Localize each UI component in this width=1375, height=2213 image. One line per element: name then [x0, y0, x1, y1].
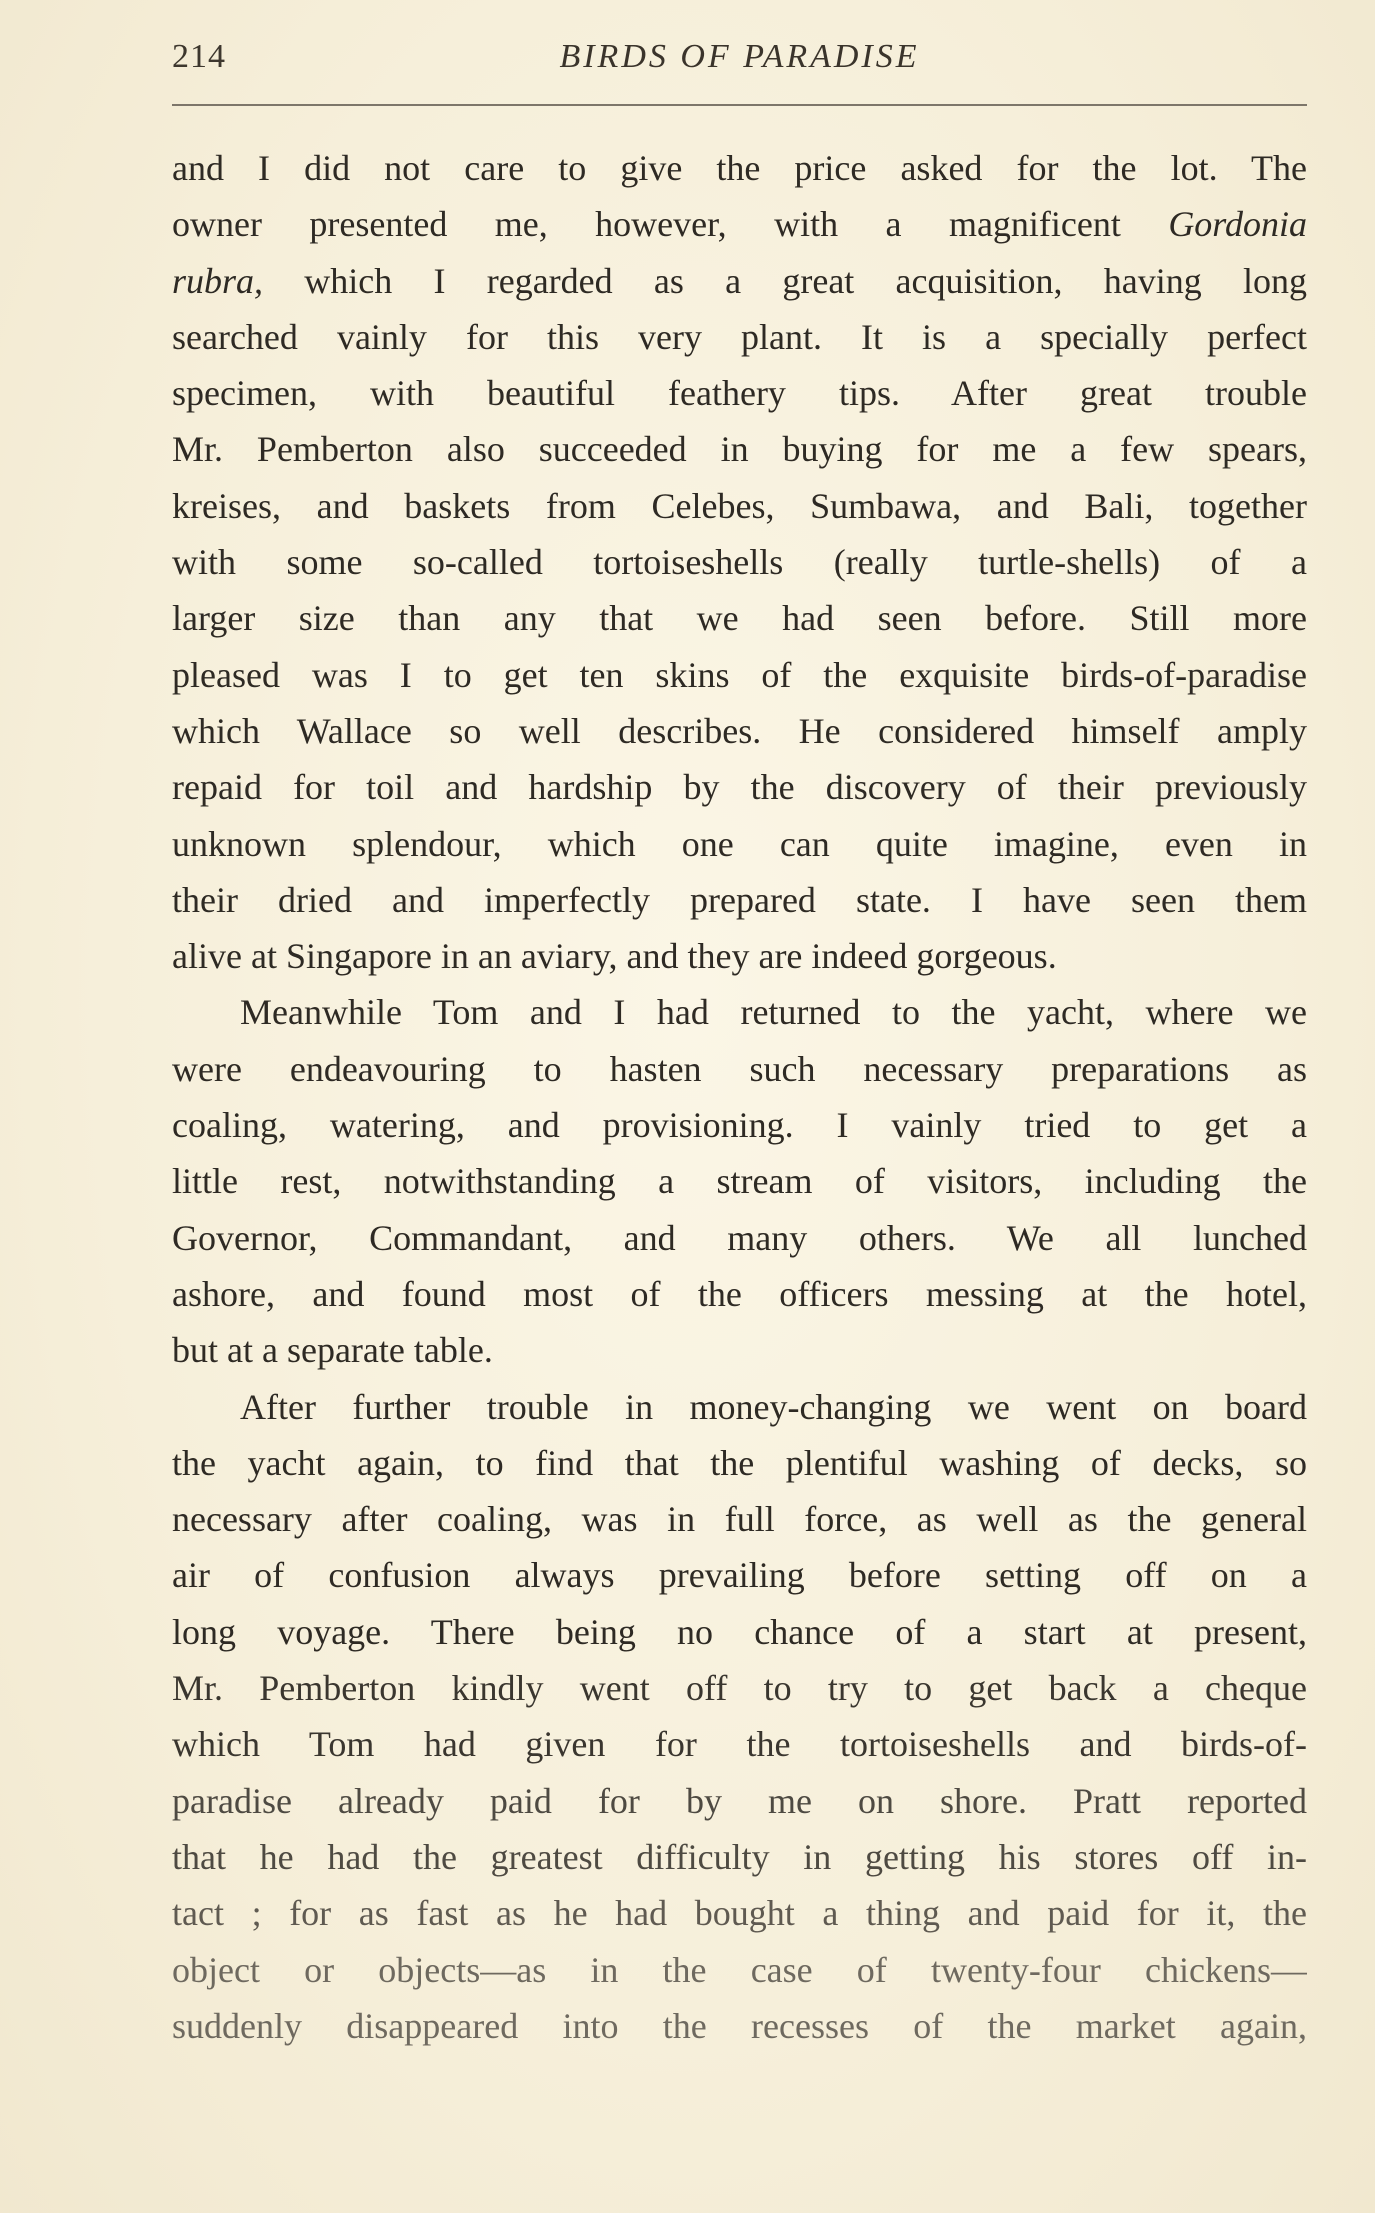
text-line: were endeavouring to hasten such necessary preparations as — [172, 1048, 1307, 1089]
text-line: pleased was I to get ten skins of the exquisite birds-of-paradise — [172, 654, 1307, 695]
text-line: and I did not care to give the price asked for the lot. The — [172, 148, 1307, 188]
text-line: Mr. Pemberton kindly went off to try to get back a cheque — [172, 1668, 1307, 1709]
paragraph-start-line: Meanwhile Tom and I had returned to the yacht, where we — [240, 992, 1307, 1033]
text-line: alive at Singapore in an aviary, and they are indeed gorgeous. — [172, 936, 1057, 977]
text-line: larger size than any that we had seen before. Still more — [172, 598, 1307, 639]
text-fragment: owner presented me, however, with a magnificent — [172, 204, 1169, 245]
paragraph-start-line: After further trouble in money-changing we went on board — [240, 1386, 1307, 1427]
text-fragment: which I regarded as a great acquisition, having long — [263, 260, 1307, 301]
text-line: coaling, watering, and provisioning. I vainly tried to get a — [172, 1105, 1307, 1146]
text-line — [172, 196, 1307, 252]
text-line: with some so-called tortoiseshells (really turtle-shells) of a — [172, 542, 1307, 583]
text-line: object or objects—as in the case of twenty-four chickens— — [172, 1949, 1307, 1990]
text-line: ashore, and found most of the officers messing at the hotel, — [172, 1273, 1307, 1314]
running-title: BIRDS OF PARADISE — [559, 38, 920, 75]
text-line: that he had the greatest difficulty in getting his stores off in- — [172, 1836, 1307, 1877]
text-line: suddenly disappeared into the recesses of the market again, — [172, 2005, 1307, 2046]
body-text — [172, 140, 1307, 2054]
text-line: paradise already paid for by me on shore. Pratt reported — [172, 1780, 1307, 1821]
text-line: specimen, with beautiful feathery tips. After great trouble — [172, 373, 1307, 414]
text-line: air of confusion always prevailing before setting off on a — [172, 1555, 1307, 1596]
text-line: necessary after coaling, was in full force, as well as the general — [172, 1499, 1307, 1540]
text-line: which Wallace so well describes. He considered himself amply — [172, 710, 1307, 751]
text-line: Mr. Pemberton also succeeded in buying for me a few spears, — [172, 429, 1307, 470]
text-line: the yacht again, to find that the plentiful washing of decks, so — [172, 1442, 1307, 1483]
text-line: Governor, Commandant, and many others. We all lunched — [172, 1217, 1307, 1258]
text-line: which Tom had given for the tortoiseshells and birds-of- — [172, 1724, 1307, 1765]
text-line: kreises, and baskets from Celebes, Sumbawa, and Bali, together — [172, 485, 1307, 526]
page-number: 214 — [172, 38, 226, 75]
italic-species-name: rubra, — [172, 260, 264, 301]
text-line: unknown splendour, which one can quite imagine, even in — [172, 823, 1307, 864]
text-line: repaid for toil and hardship by the discovery of their previously — [172, 767, 1307, 808]
text-line: little rest, notwithstanding a stream of visitors, including the — [172, 1161, 1307, 1202]
header-rule — [172, 104, 1307, 106]
text-line: their dried and imperfectly prepared state. I have seen them — [172, 879, 1307, 920]
text-line: long voyage. There being no chance of a start at present, — [172, 1611, 1307, 1652]
text-line: tact ; for as fast as he had bought a thing and paid for it, the — [172, 1893, 1307, 1934]
italic-species-name: Gordonia — [1168, 204, 1307, 245]
text-line — [172, 253, 1307, 309]
page-header — [172, 38, 1307, 88]
text-line: searched vainly for this very plant. It is a specially perfect — [172, 316, 1307, 357]
text-line: but at a separate table. — [172, 1330, 493, 1371]
